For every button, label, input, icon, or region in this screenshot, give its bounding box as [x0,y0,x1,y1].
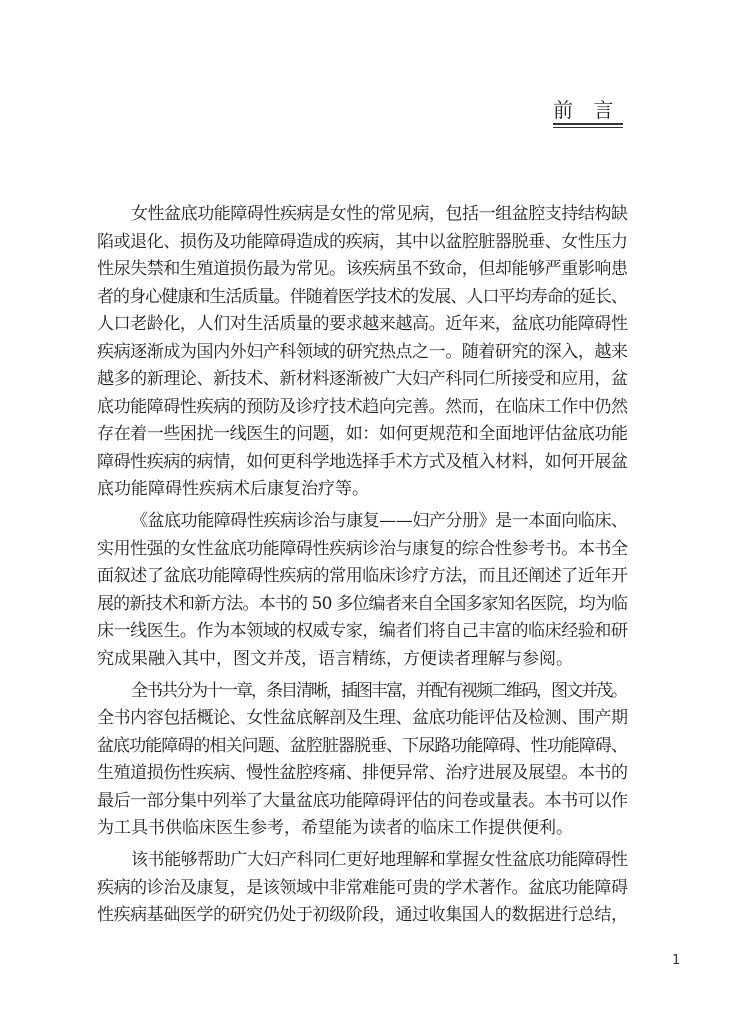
paragraph-line: 性疾病基础医学的研究仍处于初级阶段，通过收集国人的数据进行总结， [97,905,628,925]
title-double-rule [553,123,623,128]
paragraph-line: 性尿失禁和生殖道损伤最为常见。该疾病虽不致命，但却能够严重影响患 [97,259,628,279]
paragraph-2 [97,508,628,673]
paragraph-line: 底功能障碍性疾病术后康复治疗等。 [97,479,369,499]
paragraph-1 [97,201,628,504]
paragraph-line: 者的身心健康和生活质量。伴随着医学技术的发展、人口平均寿命的延长、 [97,286,628,307]
paragraph-line: 障碍性疾病的病情，如何更科学地选择手术方式及植入材料，如何开展盆 [97,451,628,472]
paragraph-line: 展的新技术和新方法。本书的 50 多位编者来自全国多家知名医院，均为临 [97,593,628,614]
paragraph-line: 疾病的诊治及康复，是该领域中非常难能可贵的学术著作。盆底功能障碍 [97,877,628,898]
paragraph-line: 床一线医生。作为本领域的权威专家，编者们将自己丰富的临床经验和研 [97,621,628,641]
paragraph-line: 究成果融入其中，图文并茂，语言精练，方便读者理解与参阅。 [97,648,573,669]
paragraph-line: 存在着一些困扰一线医生的问题，如：如何更规范和全面地评估盆底功能 [97,424,628,444]
paragraph-line: 越多的新理论、新技术、新材料逐渐被广大妇产科同仁所接受和应用，盆 [97,369,628,389]
paragraph-line: 全书内容包括概论、女性盆底解剖及生理、盆底功能评估及检测、围产期 [97,708,628,728]
paragraph-line: 《盆底功能障碍性疾病诊治与康复——妇产分册》是一本面向临床、 [131,511,628,531]
paragraph-line: 底功能障碍性疾病的预防及诊疗技术趋向完善。然而，在临床工作中仍然 [97,396,628,417]
paragraph-line: 为工具书供临床医生参考，希望能为读者的临床工作提供便利。 [97,818,573,838]
paragraph-line: 女性盆底功能障碍性疾病是女性的常见病，包括一组盆腔支持结构缺 [131,204,628,224]
page-number: 1 [672,953,681,968]
paragraph-line: 疾病逐渐成为国内外妇产科领域的研究热点之一。随着研究的深入，越来 [97,341,628,362]
paragraph-line: 生殖道损伤性疾病、慢性盆腔疼痛、排便异常、治疗进展及展望。本书的 [97,763,628,783]
preface-title: 前 言 [553,98,614,122]
paragraph-line: 人口老龄化，人们对生活质量的要求越来越高。近年来，盆底功能障碍性 [97,314,628,334]
paragraph-line: 全书共分为十一章，条目清晰，插图丰富，并配有视频二维码，图文并茂。 [131,680,626,701]
preface-body [97,201,628,930]
paragraph-4 [97,847,628,930]
paragraph-line: 最后一部分集中列举了大量盆底功能障碍评估的问卷或量表。本书可以作 [97,790,628,811]
paragraph-line: 盆底功能障碍的相关问题、盆腔脏器脱垂、下尿路功能障碍、性功能障碍、 [97,735,628,756]
paragraph-line: 实用性强的女性盆底功能障碍性疾病诊治与康复的综合性参考书。本书全 [97,538,628,559]
paragraph-line: 面叙述了盆底功能障碍性疾病的常用临床诊疗方法，而且还阐述了近年开 [97,566,628,586]
paragraph-3 [97,678,628,843]
paragraph-line: 陷或退化、损伤及功能障碍造成的疾病，其中以盆腔脏器脱垂、女性压力 [97,231,628,252]
paragraph-line: 该书能够帮助广大妇产科同仁更好地理解和掌握女性盆底功能障碍性 [131,850,628,870]
